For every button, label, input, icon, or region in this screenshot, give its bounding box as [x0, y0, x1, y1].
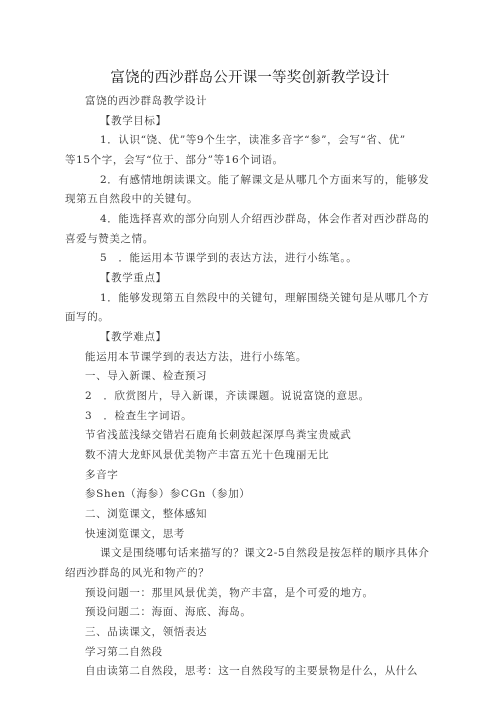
text-line: 绍西沙群岛的风光和物产的？ [65, 567, 210, 579]
section-heading: 二、浏览课文，整体感知 [85, 508, 208, 520]
text-line: 2．有感情地朗读课文。能了解课文是从哪几个方面来写的，能够发 [100, 174, 430, 186]
text-line: 4．能选择喜欢的部分向别人介绍西沙群岛，体会作者对西沙群岛的 [100, 213, 430, 225]
text-line: 快速浏览课文，思考 [85, 528, 185, 540]
section-heading: 一、导入新课、检查预习 [85, 370, 208, 382]
text-line: 喜爱与赞美之情。 [65, 233, 154, 245]
text-line: 1．认识“饶、优”等9个生字，读准多音字“参”，会写“省、优” [100, 134, 406, 146]
text-line: 多音字 [85, 469, 119, 481]
section-heading: 三、品读课文，领悟表达 [85, 626, 208, 638]
text-line: 1．能够发现第五自然段中的关键句，理解围绕关键句是从哪几个方 [100, 292, 430, 304]
text-line: 自由读第二自然段，思考：这一自然段写的主要景物是什么，从什么 [85, 665, 418, 677]
text-line: 课文是围绕哪句话来描写的？课文2-5自然段是按怎样的顺序具体介 [100, 547, 430, 559]
subtitle-line: 富饶的西沙群岛教学设计 [85, 95, 208, 107]
text-line: 等15个字，会写“位于、部分”等16个词语。 [65, 154, 284, 166]
text-line: 现第五自然段中的关键句。 [65, 193, 199, 205]
text-line: 预设问题一：那里风景优美，物产丰富，是个可爱的地方。 [85, 587, 374, 599]
text-line: 5 ．能运用本节课学到的表达方法，进行小练笔。。 [100, 252, 358, 264]
text-line: 数不清大龙虾风景优美物产丰富五光十色瑰丽无比 [85, 449, 330, 461]
section-heading: 【教学目标】 [100, 115, 167, 127]
text-line: 2 ．欣赏图片，导入新课，齐读课题。说说富饶的意思。 [85, 390, 370, 402]
text-line: 3 ．检查生字词语。 [85, 410, 193, 422]
section-heading: 【教学难点】 [100, 331, 167, 343]
text-line: 预设问题二：海面、海底、海岛。 [85, 606, 252, 618]
section-heading: 【教学重点】 [100, 272, 167, 284]
text-line: 参Shen（海参）参CGn（参加） [85, 488, 251, 500]
document-title: 富饶的西沙群岛公开课一等奖创新教学设计 [110, 70, 390, 86]
text-line: 能运用本节课学到的表达方法，进行小练笔。 [85, 351, 307, 363]
text-line: 面写的。 [65, 311, 110, 323]
text-line: 节省浅蓝浅绿交错岩石鹿角长刺鼓起深厚鸟粪宝贵威武 [85, 429, 352, 441]
text-line: 学习第二自然段 [85, 646, 163, 658]
